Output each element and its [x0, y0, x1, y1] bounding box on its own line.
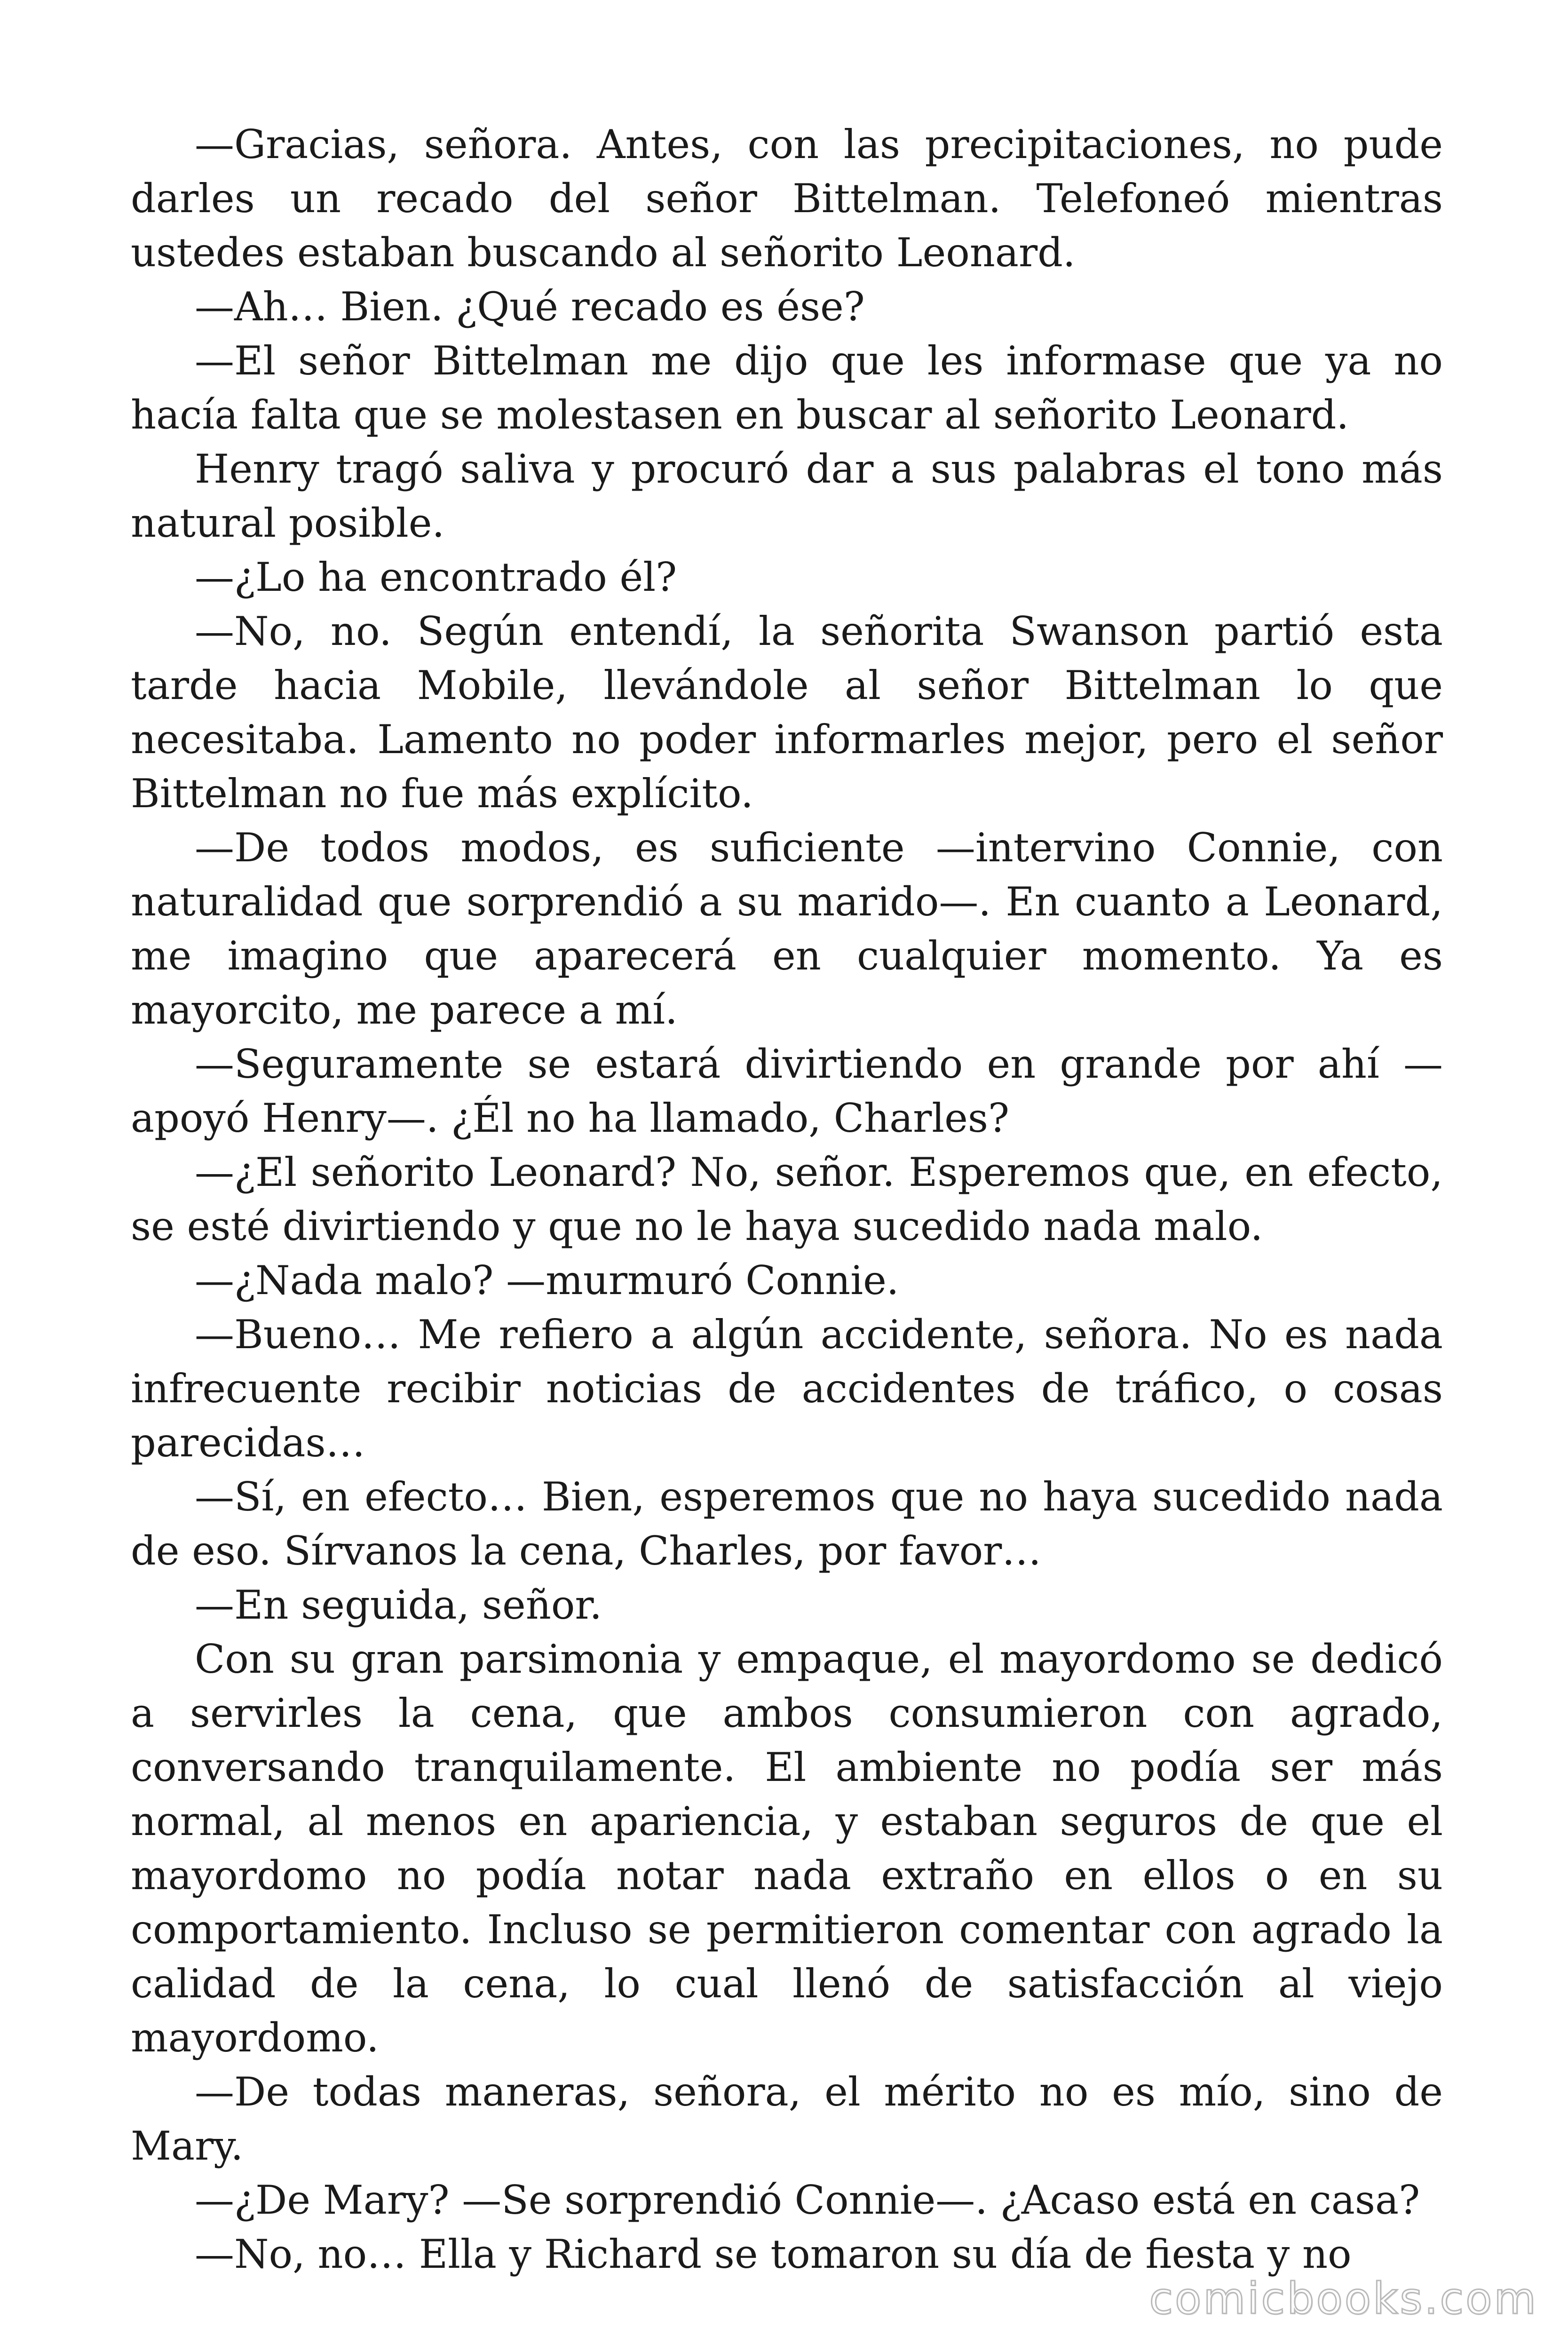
- paragraph: —Ah… Bien. ¿Qué recado es ése?: [195, 284, 865, 330]
- paragraph: —No, no. Según entendí, la señorita Swanson partió esta tarde hacia Mobile, llevándole al señor Bittelman lo que necesitaba. Lamento no poder informarles mejor, pero el señor Bittelman no fue más explícito.: [131, 608, 1443, 817]
- paragraph: —Seguramente se estará divirtiendo en grande por ahí —apoyó Henry—. ¿Él no ha llamado, Charles?: [131, 1041, 1443, 1141]
- paragraph: —En seguida, señor.: [195, 1582, 602, 1628]
- paragraph: —De todas maneras, señora, el mérito no es mío, sino de Mary.: [131, 2069, 1443, 2169]
- watermark-text: comicbooks.com: [1149, 2273, 1538, 2324]
- paragraph: —Sí, en efecto… Bien, esperemos que no haya sucedido nada de eso. Sírvanos la cena, Charles, por favor…: [131, 1474, 1443, 1574]
- page-text: [131, 118, 1443, 2281]
- paragraph: —El señor Bittelman me dijo que les informase que ya no hacía falta que se molestasen en buscar al señorito Leonard.: [131, 338, 1443, 438]
- paragraph: —De todos modos, es suficiente —intervino Connie, con naturalidad que sorprendió a su marido—. En cuanto a Leonard, me imagino que aparecerá en cualquier momento. Ya es mayorcito, me parece a mí.: [131, 825, 1443, 1033]
- paragraph: —No, no… Ella y Richard se tomaron su día de fiesta y no: [195, 2231, 1352, 2277]
- paragraph: Con su gran parsimonia y empaque, el mayordomo se dedicó a servirles la cena, que ambos consumieron con agrado, conversando tranquilamente. El ambiente no podía ser más normal, al menos en apariencia, y estaban seguros de que el mayordomo no podía notar nada extraño en ellos o en su comportamiento. Incluso se permitieron comentar con agrado la calidad de la cena, lo cual llenó de satisfacción al viejo mayordomo.: [131, 1636, 1443, 2061]
- paragraph: —¿Nada malo? —murmuró Connie.: [195, 1257, 899, 1303]
- paragraph: —¿El señorito Leonard? No, señor. Esperemos que, en efecto, se esté divirtiendo y que no le haya sucedido nada malo.: [131, 1149, 1443, 1249]
- paragraph: —Gracias, señora. Antes, con las precipitaciones, no pude darles un recado del señor Bittelman. Telefoneó mientras ustedes estaban buscando al señorito Leonard.: [131, 121, 1443, 276]
- paragraph: —¿Lo ha encontrado él?: [195, 554, 677, 600]
- paragraph: —Bueno… Me refiero a algún accidente, señora. No es nada infrecuente recibir noticias de accidentes de tráfico, o cosas parecidas…: [131, 1311, 1443, 1466]
- paragraph: Henry tragó saliva y procuró dar a sus palabras el tono más natural posible.: [131, 446, 1443, 546]
- paragraph: —¿De Mary? —Se sorprendió Connie—. ¿Acaso está en casa?: [195, 2177, 1420, 2223]
